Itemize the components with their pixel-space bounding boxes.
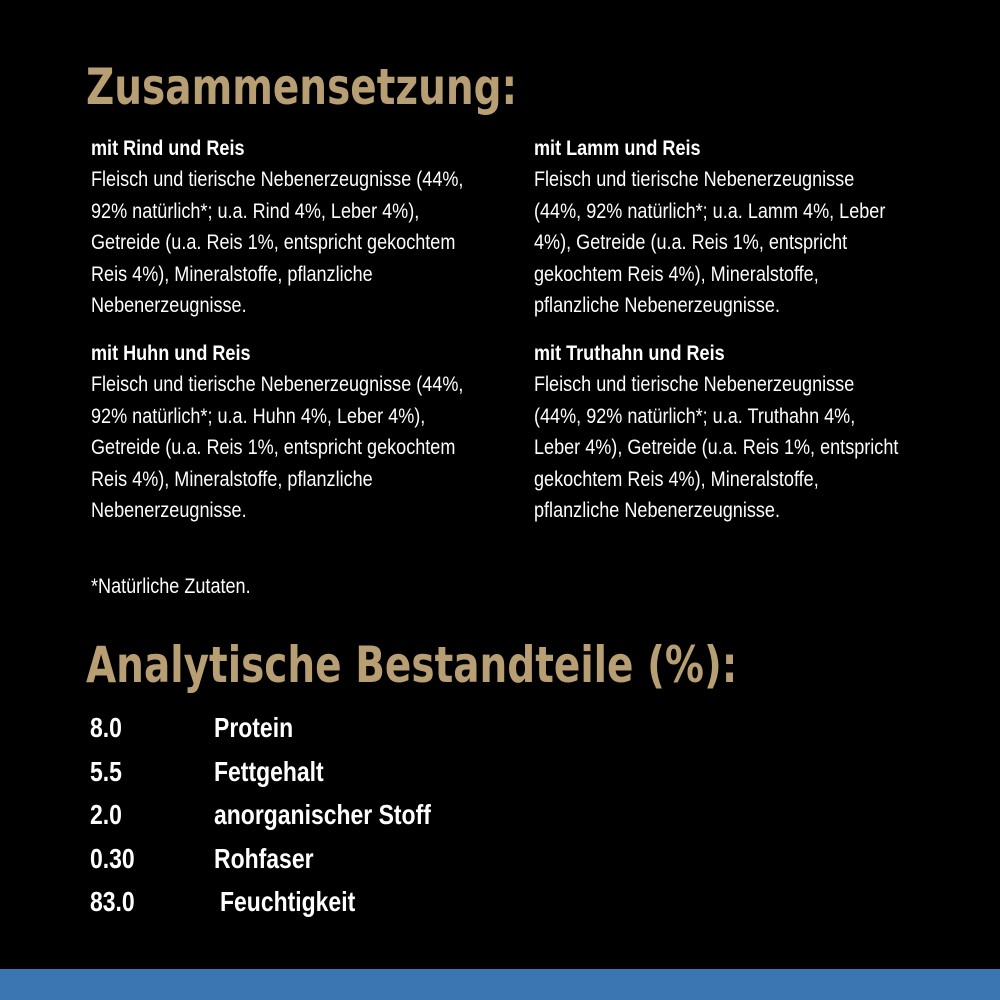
analytical-value: 0.30 <box>90 842 135 874</box>
analytical-row-fiber <box>90 839 590 883</box>
composition-heading: Zusammensetzung: <box>86 58 518 116</box>
recipe-text: Fleisch und tierische Nebenerzeugnisse (44%, 92% natürlich*; u.a. Huhn 4%, Leber 4%), Getreide (u.a. Reis 1%, entspricht gekochtem Reis 4%), Mineralstoffe, pflanzliche Nebenerzeugnisse. <box>91 373 464 522</box>
recipe-text: Fleisch und tierische Nebenerzeugnisse (44%, 92% natürlich*; u.a. Lamm 4%, Leber 4%), Getreide (u.a. Reis 1%, entspricht gekochtem Reis 4%), Mineralstoffe, pflanzliche Nebenerzeugnisse. <box>534 168 886 317</box>
analytical-value: 2.0 <box>90 799 122 830</box>
analytical-value: 5.5 <box>90 755 122 787</box>
bottom-accent-bar <box>0 969 1000 1000</box>
natural-ingredients-footnote: *Natürliche Zutaten. <box>91 575 251 598</box>
analytical-list <box>90 708 590 926</box>
recipe-text: Fleisch und tierische Nebenerzeugnisse (44%, 92% natürlich*; u.a. Rind 4%, Leber 4%), Getreide (u.a. Reis 1%, entspricht gekochtem Reis 4%), Mineralstoffe, pflanzliche Nebenerzeugnisse. <box>91 168 464 317</box>
analytical-row-fat <box>90 752 590 796</box>
analytical-label: anorganischer Stoff <box>214 799 431 830</box>
analytical-value: 83.0 <box>90 886 135 917</box>
recipe-title: mit Huhn und Reis <box>91 342 251 365</box>
analytical-row-protein <box>90 708 590 752</box>
recipe-block-truthahn <box>534 338 954 527</box>
recipe-text: Fleisch und tierische Nebenerzeugnisse (44%, 92% natürlich*; u.a. Truthahn 4%, Leber 4%), Getreide (u.a. Reis 1%, entspricht gekochtem Reis 4%), Mineralstoffe, pflanzliche Nebenerzeugnisse. <box>534 373 899 522</box>
recipe-block-lamm <box>534 133 954 322</box>
recipe-block-huhn <box>91 338 511 527</box>
analytical-label: Feuchtigkeit <box>220 886 356 917</box>
recipe-title: mit Lamm und Reis <box>534 137 701 160</box>
analytical-value: 8.0 <box>90 712 122 743</box>
analytical-label: Fettgehalt <box>214 755 324 787</box>
recipe-title: mit Truthahn und Reis <box>534 342 725 365</box>
analytical-label: Protein <box>214 712 294 743</box>
analytical-heading: Analytische Bestandteile (%): <box>86 636 738 694</box>
analytical-row-moisture <box>90 882 590 926</box>
recipe-title: mit Rind und Reis <box>91 137 245 160</box>
analytical-row-ash <box>90 795 590 839</box>
analytical-label: Rohfaser <box>214 842 314 874</box>
recipe-block-rind <box>91 133 511 322</box>
